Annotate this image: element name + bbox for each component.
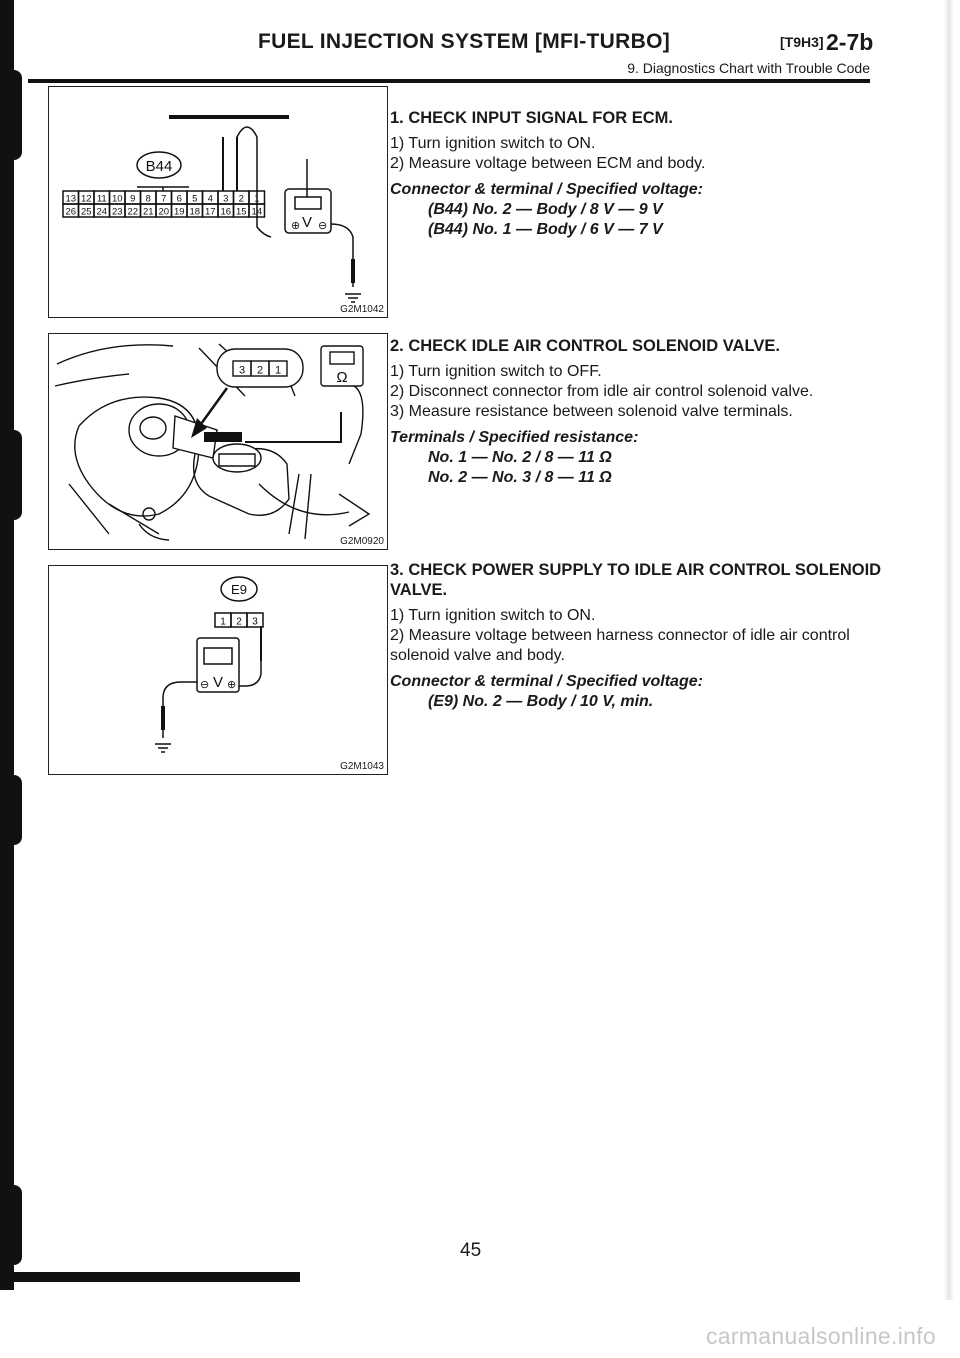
- step-2: 2) Disconnect connector from idle air control solenoid valve.: [390, 383, 814, 400]
- section-heading: 3. CHECK POWER SUPPLY TO IDLE AIR CONTROL SOLENOID VALVE.: [390, 561, 882, 599]
- pin-label: 7: [161, 193, 167, 205]
- connector-pins-top: [63, 191, 265, 205]
- pin-label: 10: [111, 193, 123, 205]
- header-rule: [28, 79, 870, 83]
- svg-text:⊕: ⊕: [227, 679, 237, 691]
- header-subtitle: 9. Diagnostics Chart with Trouble Code: [627, 60, 870, 76]
- connector-pins: [215, 613, 263, 628]
- pin-label: 20: [158, 206, 170, 218]
- section-check-input-signal: [390, 108, 905, 240]
- pin-label: 17: [204, 206, 216, 218]
- page-right-shadow: [944, 0, 954, 1300]
- pin-label: 3: [252, 616, 258, 628]
- watermark[interactable]: carmanualsonline.info: [705, 1323, 936, 1349]
- step-1: 1) Turn ignition switch to ON.: [390, 607, 596, 624]
- spec-line: (B44) No. 2 — Body / 8 V — 9 V: [428, 201, 663, 218]
- step-3: 3) Measure resistance between solenoid valve terminals.: [390, 403, 793, 420]
- pin-label: 18: [189, 206, 201, 218]
- connector-id-label: E9: [231, 582, 247, 597]
- ohmmeter-symbol: Ω: [336, 369, 348, 386]
- pin-label: 3: [238, 364, 246, 377]
- figure-ecm-connector: [48, 86, 388, 318]
- step-2: 2) Measure voltage between harness connector of idle air control solenoid valve and body.: [390, 627, 850, 664]
- ecm-connector-diagram: [49, 87, 387, 317]
- pin-label: 3: [223, 193, 229, 205]
- step-1: 1) Turn ignition switch to ON.: [390, 135, 596, 152]
- svg-text:⊖: ⊖: [200, 679, 210, 691]
- pin-label: 22: [127, 206, 139, 218]
- step-2: 2) Measure voltage between ECM and body.: [390, 155, 706, 172]
- pin-label: 1: [274, 364, 282, 377]
- voltmeter-symbol: V: [212, 674, 224, 691]
- pin-label: 26: [65, 206, 77, 218]
- figure-id: G2M0920: [340, 536, 384, 547]
- header-title: FUEL INJECTION SYSTEM [MFI-TURBO]: [258, 30, 671, 53]
- header-page-ref: 2-7b: [826, 29, 874, 55]
- figure-iac-valve: [48, 333, 388, 550]
- pin-label: 16: [220, 206, 232, 218]
- pin-label: 1: [254, 193, 260, 205]
- section-heading: 1. CHECK INPUT SIGNAL FOR ECM.: [390, 109, 673, 127]
- spec-heading: Connector & terminal / Specified voltage:: [390, 673, 703, 690]
- pin-label: 13: [65, 193, 77, 205]
- voltmeter-symbol: V: [301, 214, 313, 231]
- pin-label: 11: [96, 193, 107, 205]
- pin-label: 25: [80, 206, 92, 218]
- pin-label: 15: [235, 206, 247, 218]
- spec-line: (E9) No. 2 — Body / 10 V, min.: [428, 693, 654, 710]
- spec-line: No. 2 — No. 3 / 8 — 11 Ω: [428, 469, 612, 486]
- figure-id: G2M1043: [340, 761, 384, 772]
- pin-label: 8: [145, 193, 151, 205]
- pin-label: 2: [238, 193, 244, 205]
- page-number: 45: [460, 1240, 482, 1261]
- svg-text:⊕: ⊕: [291, 220, 301, 232]
- spec-line: (B44) No. 1 — Body / 6 V — 7 V: [428, 221, 663, 238]
- section-check-power-supply: [390, 560, 905, 712]
- section-check-iac-valve: [390, 336, 905, 488]
- iac-valve-illustration: [49, 334, 387, 549]
- pin-label: 19: [173, 206, 185, 218]
- spec-heading: Connector & terminal / Specified voltage:: [390, 181, 703, 198]
- harness-connector-diagram: [49, 566, 387, 774]
- page-binding-edge: [0, 0, 14, 1290]
- pin-label: 12: [80, 193, 92, 205]
- section-heading: 2. CHECK IDLE AIR CONTROL SOLENOID VALVE.: [390, 337, 780, 355]
- pin-label: 6: [176, 193, 182, 205]
- spec-line: No. 1 — No. 2 / 8 — 11 Ω: [428, 449, 612, 466]
- connector-id-label: B44: [145, 158, 173, 175]
- pin-label: 14: [251, 206, 263, 218]
- svg-text:⊖: ⊖: [318, 220, 328, 232]
- step-1: 1) Turn ignition switch to OFF.: [390, 363, 602, 380]
- pin-label: 4: [207, 193, 213, 205]
- page-binding-corner: [0, 1272, 300, 1282]
- spec-heading: Terminals / Specified resistance:: [390, 429, 639, 446]
- pin-label: 23: [111, 206, 123, 218]
- pin-label: 21: [142, 206, 154, 218]
- figure-id: G2M1042: [340, 304, 384, 315]
- header-code: [T9H3]: [780, 34, 824, 50]
- figure-harness-connector: [48, 565, 388, 775]
- pin-label: 24: [96, 206, 108, 218]
- pin-label: 5: [192, 193, 198, 205]
- pin-label: 2: [256, 364, 264, 377]
- connector-pins-bottom: [63, 204, 265, 218]
- pin-label: 9: [130, 193, 136, 205]
- pin-label: 1: [220, 616, 226, 628]
- pin-label: 2: [236, 616, 242, 628]
